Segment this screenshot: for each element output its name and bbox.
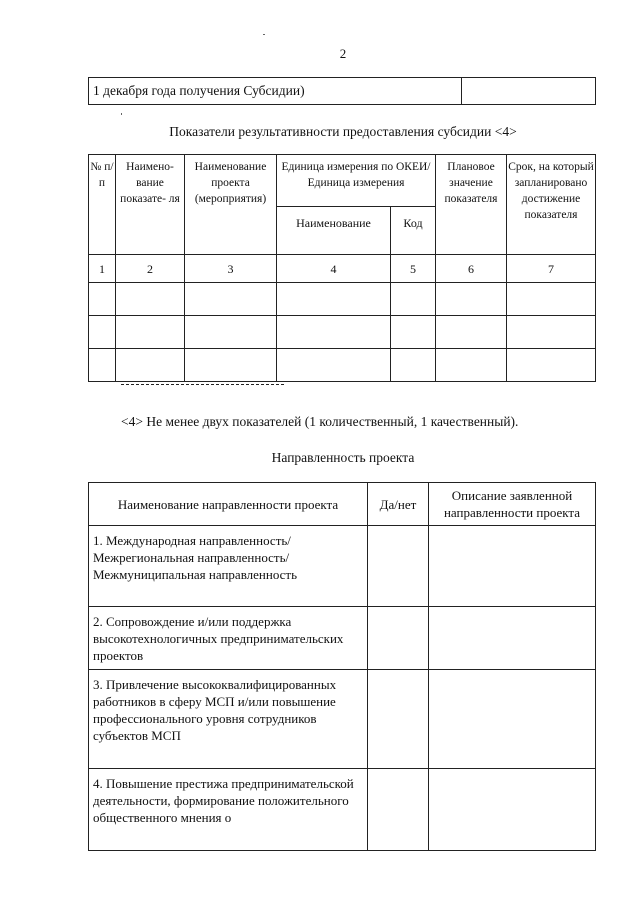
empty-cell <box>277 283 391 316</box>
col-number: 6 <box>436 255 507 283</box>
direction-name: 2. Сопровождение и/или поддержка высокотехнологичных предпринимательских проектов <box>89 607 368 670</box>
header-project-name: Наименование проекта (мероприятия) <box>185 155 277 255</box>
header-yes-no: Да/нет <box>368 483 429 526</box>
indicator-empty-row <box>89 283 596 316</box>
empty-cell <box>277 349 391 382</box>
header-description: Описание заявленной направленности проекта <box>429 483 596 526</box>
col-number: 2 <box>116 255 185 283</box>
empty-cell <box>391 283 436 316</box>
direction-row <box>89 769 596 851</box>
empty-cell <box>116 349 185 382</box>
direction-name: 3. Привлечение высококвалифицированных работников в сферу МСП и/или повышение профессионального уровня сотрудников субъектов МСП <box>89 670 368 769</box>
indicator-empty-row <box>89 349 596 382</box>
col-number: 4 <box>277 255 391 283</box>
page-number: 2 <box>339 46 347 61</box>
col-number: 7 <box>507 255 596 283</box>
footnote-text: <4> Не менее двух показателей (1 количественный, 1 качественный). <box>121 414 519 429</box>
empty-cell <box>391 316 436 349</box>
empty-cell <box>436 283 507 316</box>
empty-cell <box>185 349 277 382</box>
scan-speck <box>121 113 122 115</box>
header-planned-value: Плановое значение показателя <box>436 155 507 255</box>
col-number: 3 <box>185 255 277 283</box>
indicators-table <box>88 154 596 382</box>
header-num: № п/п <box>89 155 116 255</box>
description-cell <box>429 526 596 607</box>
empty-cell <box>116 283 185 316</box>
empty-cell <box>185 283 277 316</box>
column-numbers-row <box>89 255 596 283</box>
direction-row <box>89 670 596 769</box>
empty-cell <box>116 316 185 349</box>
direction-name: 4. Повышение престижа предпринимательской деятельности, формирование положительного общественного мнения о <box>89 769 368 851</box>
header-deadline: Срок, на который запланировано достижение показателя <box>507 155 596 255</box>
header-indicator-name: Наимено- вание показате- ля <box>116 155 185 255</box>
direction-name: 1. Международная направленность/Межрегиональная направленность/Межмуниципальная направленность <box>89 526 368 607</box>
indicators-title: Показатели результативности предоставления субсидии <4> <box>169 124 517 139</box>
footnote-separator <box>121 384 284 385</box>
direction-row <box>89 526 596 607</box>
empty-cell <box>89 349 116 382</box>
direction-title: Направленность проекта <box>271 450 415 465</box>
top-table-empty-cell <box>462 78 596 105</box>
empty-cell <box>185 316 277 349</box>
header-unit-code: Код <box>391 207 436 255</box>
yes-no-cell <box>368 769 429 851</box>
top-table-text: 1 декабря года получения Субсидии) <box>89 78 462 105</box>
empty-cell <box>436 349 507 382</box>
empty-cell <box>89 283 116 316</box>
col-number: 1 <box>89 255 116 283</box>
direction-table <box>88 482 596 851</box>
empty-cell <box>391 349 436 382</box>
top-table <box>88 77 596 105</box>
direction-row <box>89 607 596 670</box>
description-cell <box>429 670 596 769</box>
scan-speck <box>263 34 265 35</box>
empty-cell <box>277 316 391 349</box>
empty-cell <box>507 316 596 349</box>
empty-cell <box>436 316 507 349</box>
description-cell <box>429 607 596 670</box>
header-direction-name: Наименование направленности проекта <box>89 483 368 526</box>
indicator-empty-row <box>89 316 596 349</box>
header-unit: Единица измерения по ОКЕИ/Единица измерения <box>277 155 436 207</box>
col-number: 5 <box>391 255 436 283</box>
description-cell <box>429 769 596 851</box>
empty-cell <box>89 316 116 349</box>
yes-no-cell <box>368 607 429 670</box>
header-unit-name: Наименование <box>277 207 391 255</box>
yes-no-cell <box>368 670 429 769</box>
yes-no-cell <box>368 526 429 607</box>
empty-cell <box>507 349 596 382</box>
empty-cell <box>507 283 596 316</box>
